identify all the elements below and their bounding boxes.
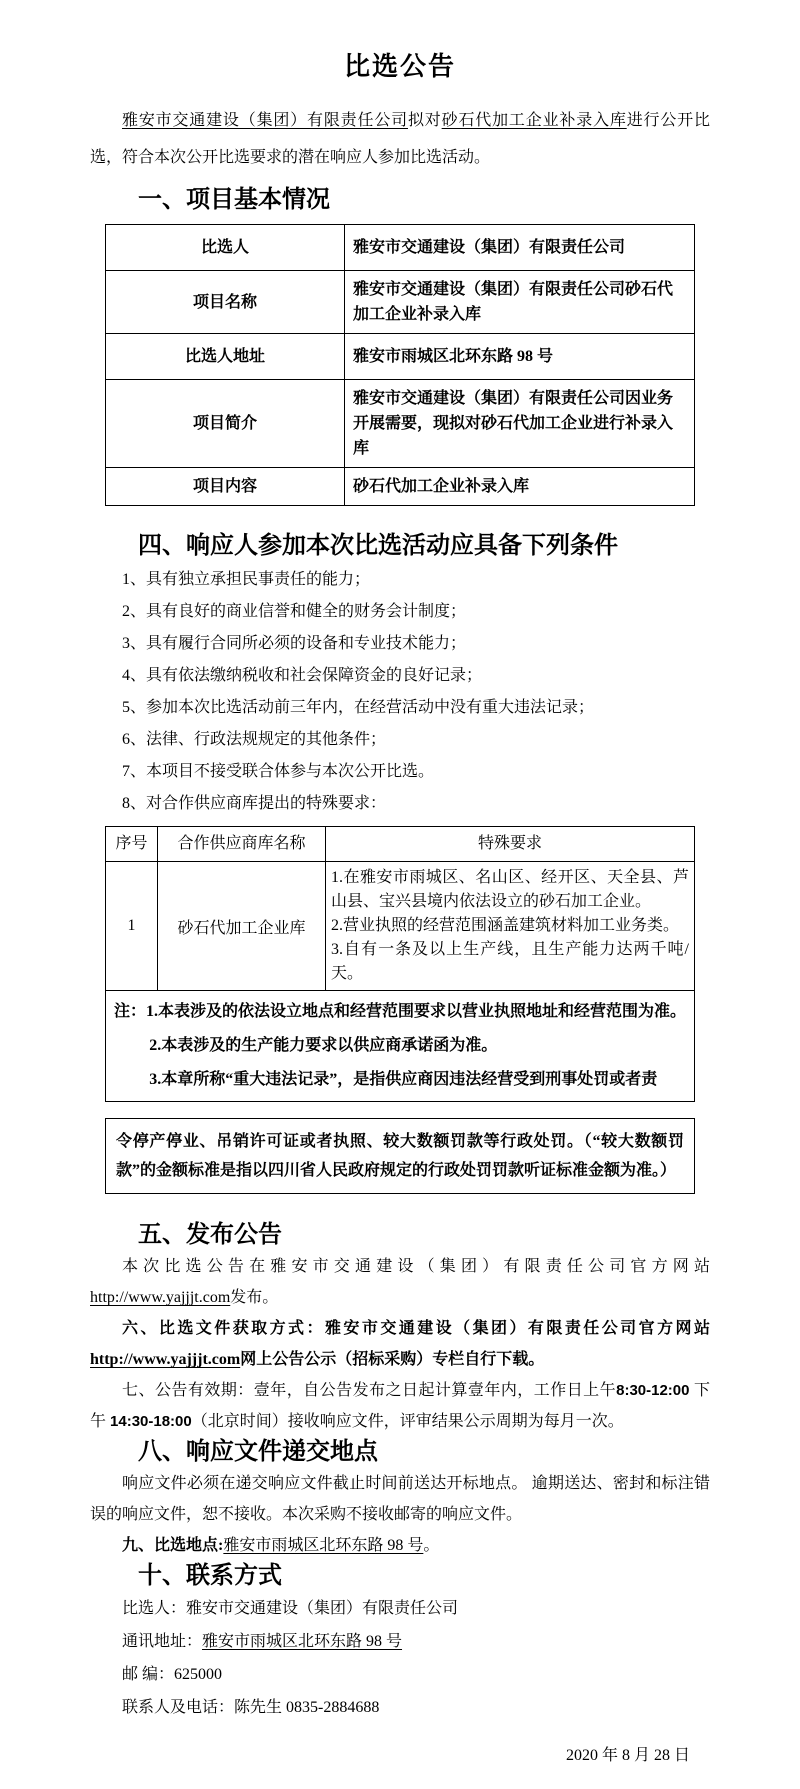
doc-date: 2020 年 8 月 28 日 — [565, 1747, 690, 1764]
section-5-body — [90, 1251, 710, 1313]
info-label: 项目简介 — [106, 380, 345, 468]
header-special-requirements: 特殊要求 — [326, 827, 695, 862]
contact-person-line: 联系人及电话：陈先生 0835-2884688 — [122, 1699, 380, 1716]
requirement-line: 3.自有一条及以上生产线，且生产能力达两千吨/天。 — [331, 941, 689, 982]
section-7-paragraph — [90, 1375, 710, 1437]
contact-bidder-line: 比选人：雅安市交通建设（集团）有限责任公司 — [122, 1600, 459, 1617]
condition-item: 1、具有独立承担民事责任的能力； — [122, 571, 371, 588]
requirement-line: 2.营业执照的经营范围涵盖建筑材料加工业务类。 — [331, 917, 680, 934]
contact-zip-line: 邮 编：625000 — [122, 1666, 223, 1683]
morning-time-range: 8:30-12:00 — [616, 1382, 690, 1399]
contact-address-underline: 雅安市雨城区北环东路 98 号 — [202, 1633, 403, 1650]
supplier-table-note-row — [106, 991, 695, 1102]
note-line: 注：1.本表涉及的依法设立地点和经营范围要求以营业执照地址和经营范围为准。 — [114, 1003, 687, 1020]
contact-address-line — [90, 1625, 710, 1658]
header-library-name: 合作供应商库名称 — [158, 827, 326, 862]
contact-address-label: 通讯地址： — [122, 1633, 203, 1650]
requirement-line: 1.在雅安市雨城区、名山区、经开区、天全县、芦山县、宝兴县境内依法设立的砂石加工企业。 — [331, 869, 689, 910]
condition-item: 8、对合作供应商库提出的特殊要求： — [122, 795, 387, 812]
condition-item: 5、参加本次比选活动前三年内，在经营活动中没有重大违法记录； — [122, 699, 595, 716]
condition-item: 2、具有良好的商业信誉和健全的财务会计制度； — [122, 603, 467, 620]
info-label: 比选人 — [106, 225, 345, 271]
table-row — [106, 225, 695, 271]
document-content — [90, 50, 710, 1771]
section-8-body: 响应文件必须在递交响应文件截止时间前送达开标地点。 逾期送达、密封和标注错误的响应文件，恕不接收。本次采购不接收邮寄的响应文件。 — [90, 1475, 710, 1523]
note-line: 3.本章所称“重大违法记录”，是指供应商因违法经营受到刑事处罚或者责 — [149, 1071, 658, 1088]
section-1-heading: 一、项目基本情况 — [138, 187, 330, 213]
info-value: 雅安市雨城区北环东路 98 号 — [345, 334, 695, 380]
afternoon-time-range: 14:30-18:00 — [110, 1413, 192, 1430]
intro-mid-text: 拟对 — [407, 112, 442, 129]
bid-location-address: 雅安市雨城区北环东路 98 号 — [223, 1537, 424, 1554]
table-row — [106, 271, 695, 334]
condition-item: 4、具有依法缴纳税收和社会保障资金的良好记录； — [122, 667, 483, 684]
penalty-note-box: 令停产停业、吊销许可证或者执照、较大数额罚款等行政处罚。（“较大数额罚款”的金额标准是指以四川省人民政府规定的行政处罚罚款听证标准金额为准。） — [105, 1118, 695, 1194]
doc-title: 比选公告 — [343, 52, 456, 81]
library-name-cell: 砂石代加工企业库 — [158, 862, 326, 991]
info-value: 雅安市交通建设（集团）有限责任公司因业务开展需要，现拟对砂石代加工企业进行补录入库 — [345, 380, 695, 468]
bidder-name-underline: 雅安市交通建设（集团）有限责任公司 — [122, 112, 408, 129]
publish-text-pre: 本次比选公告在雅安市交通建设（集团）有限责任公司官方网站 — [122, 1258, 710, 1275]
project-info-table — [105, 224, 695, 506]
section-10-heading: 十、联系方式 — [138, 1563, 282, 1589]
info-value: 雅安市交通建设（集团）有限责任公司 — [345, 225, 695, 271]
obtain-text-post: 网上公告公示（招标采购）专栏自行下载。 — [240, 1351, 545, 1368]
intro-paragraph — [90, 102, 710, 176]
info-value: 砂石代加工企业补录入库 — [345, 468, 695, 506]
project-name-underline: 砂石代加工企业补录入库 — [441, 112, 627, 129]
obtain-text-pre: 六、比选文件获取方式：雅安市交通建设（集团）有限责任公司官方网站 — [122, 1320, 710, 1337]
validity-text-mid: 下午 — [90, 1382, 710, 1430]
header-seq-no: 序号 — [106, 827, 158, 862]
supplier-table — [105, 826, 695, 1102]
website-link[interactable]: http://www.yajjjt.com — [90, 1351, 241, 1368]
info-label: 比选人地址 — [106, 334, 345, 380]
section-9-line — [90, 1530, 710, 1561]
section-6-paragraph — [90, 1313, 710, 1375]
section-5-heading: 五、发布公告 — [138, 1222, 282, 1248]
info-label: 项目内容 — [106, 468, 345, 506]
website-link[interactable]: http://www.yajjjt.com — [90, 1289, 231, 1306]
condition-item: 3、具有履行合同所必须的设备和专业技术能力； — [122, 635, 467, 652]
supplier-table-header-row — [106, 827, 695, 862]
section-4-heading: 四、响应人参加本次比选活动应具备下列条件 — [138, 533, 618, 559]
table-row — [106, 468, 695, 506]
bid-location-tail: 。 — [423, 1537, 440, 1554]
table-row — [106, 334, 695, 380]
table-notes-cell — [106, 991, 695, 1102]
bid-location-label: 九、比选地点: — [122, 1537, 224, 1554]
section-8-heading: 八、响应文件递交地点 — [138, 1439, 378, 1465]
intro-tail-text: 进行公开比选，符合本次公开比选要求的潜在响应人参加比选活动。 — [90, 112, 710, 166]
table-row — [106, 380, 695, 468]
condition-item: 6、法律、行政法规规定的其他条件； — [122, 731, 387, 748]
validity-text-post: （北京时间）接收响应文件，评审结果公示周期为每月一次。 — [191, 1413, 624, 1430]
condition-item: 7、本项目不接受联合体参与本次公开比选。 — [122, 763, 435, 780]
supplier-table-data-row — [106, 862, 695, 991]
note-line: 2.本表涉及的生产能力要求以供应商承诺函为准。 — [149, 1037, 498, 1054]
publish-text-post: 发布。 — [230, 1289, 279, 1306]
requirements-cell — [326, 862, 695, 991]
info-value: 雅安市交通建设（集团）有限责任公司砂石代加工企业补录入库 — [345, 271, 695, 334]
lower-sections — [90, 1220, 710, 1771]
info-label: 项目名称 — [106, 271, 345, 334]
seq-no-cell: 1 — [106, 862, 158, 991]
validity-text-pre: 七、公告有效期：壹年，自公告发布之日起计算壹年内，工作日上午 — [122, 1382, 617, 1399]
